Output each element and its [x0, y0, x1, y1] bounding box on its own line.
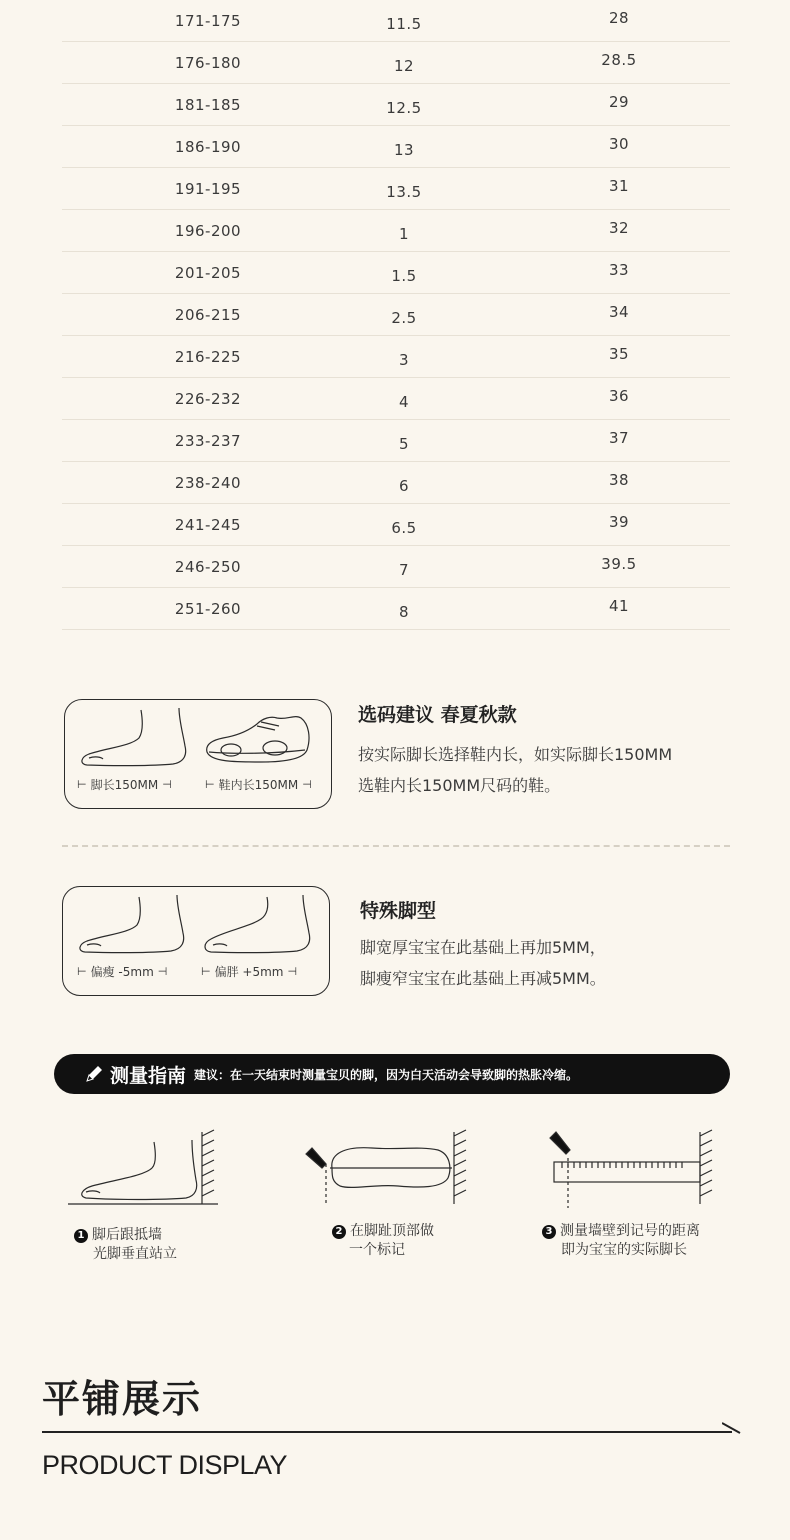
foot-length-cell: 241-245: [174, 515, 242, 534]
us-size-cell: 12.5: [386, 98, 422, 117]
foot-length-cell: 191-195: [174, 179, 242, 198]
us-size-cell: 5: [398, 434, 410, 453]
table-row: [62, 84, 730, 126]
measure-step-1-illustration: [64, 1128, 224, 1208]
size-table: [62, 0, 730, 630]
eu-size-cell: 30: [608, 134, 630, 153]
table-row: [62, 504, 730, 546]
foot-length-cell: 216-225: [174, 347, 242, 366]
foot-length-cell: 251-260: [174, 599, 242, 618]
foot-length-caption: ⊢ 脚长150MM ⊣: [77, 778, 172, 792]
foot-icon: [73, 708, 191, 772]
foot-type-line-1: 脚宽厚宝宝在此基础上再加5MM，: [360, 938, 606, 957]
size-advice-illustration: [64, 699, 332, 809]
eu-size-cell: 35: [608, 344, 630, 363]
wide-foot-caption: ⊢ 偏胖 +5mm ⊣: [201, 965, 298, 979]
product-display-subtitle: PRODUCT DISPLAY: [42, 1450, 288, 1480]
pencil-icon: [84, 1064, 104, 1084]
table-row: [62, 126, 730, 168]
eu-size-cell: 32: [608, 218, 630, 237]
shoe-icon: [201, 708, 319, 772]
us-size-cell: 6.5: [391, 518, 417, 537]
table-row: [62, 168, 730, 210]
eu-size-cell: 34: [608, 302, 630, 321]
table-row: [62, 420, 730, 462]
product-display-title: 平铺展示: [42, 1377, 203, 1421]
size-advice-title: 选码建议 春夏秋款: [358, 704, 517, 726]
size-advice-section: [62, 699, 730, 811]
table-row: [62, 42, 730, 84]
step-number-1: 1: [74, 1229, 88, 1243]
measure-step-3-caption: 3 测量墙壁到记号的距离 即为宝宝的实际脚长: [542, 1222, 700, 1260]
measure-guide-banner: [54, 1054, 730, 1094]
eu-size-cell: 39.5: [601, 554, 637, 573]
table-row: [62, 546, 730, 588]
eu-size-cell: 38: [608, 470, 630, 489]
us-size-cell: 8: [398, 602, 410, 621]
us-size-cell: 6: [398, 476, 410, 495]
us-size-cell: 13: [393, 140, 415, 159]
table-row: [62, 0, 730, 42]
shoe-length-caption: ⊢ 鞋内长150MM ⊣: [205, 778, 312, 792]
table-row: [62, 336, 730, 378]
table-row: [62, 210, 730, 252]
us-size-cell: 7: [398, 560, 410, 579]
product-display-divider: [42, 1431, 732, 1433]
table-row: [62, 252, 730, 294]
eu-size-cell: 31: [608, 176, 630, 195]
measure-step-2-illustration: [302, 1128, 472, 1208]
us-size-cell: 4: [398, 392, 410, 411]
measure-guide-title: 测量指南: [110, 1064, 187, 1087]
size-advice-line-1: 按实际脚长选择鞋内长，如实际脚长150MM: [358, 745, 673, 764]
us-size-cell: 12: [393, 56, 415, 75]
table-row: [62, 462, 730, 504]
us-size-cell: 13.5: [386, 182, 422, 201]
section-divider: [62, 845, 730, 847]
foot-type-title: 特殊脚型: [360, 900, 437, 922]
foot-length-cell: 206-215: [174, 305, 242, 324]
foot-length-cell: 201-205: [174, 263, 242, 282]
eu-size-cell: 28.5: [601, 50, 637, 69]
foot-type-illustration: [62, 886, 330, 996]
foot-length-cell: 186-190: [174, 137, 242, 156]
us-size-cell: 3: [398, 350, 410, 369]
eu-size-cell: 41: [608, 596, 630, 615]
eu-size-cell: 36: [608, 386, 630, 405]
step-number-2: 2: [332, 1225, 346, 1239]
eu-size-cell: 37: [608, 428, 630, 447]
foot-length-cell: 181-185: [174, 95, 242, 114]
foot-type-line-2: 脚瘦窄宝宝在此基础上再减5MM。: [360, 969, 606, 988]
measure-step-2-caption: 2 在脚趾顶部做 一个标记: [332, 1222, 434, 1260]
eu-size-cell: 28: [608, 8, 630, 27]
measure-step-1-caption: 1 脚后跟抵墙 光脚垂直站立: [74, 1226, 177, 1264]
foot-type-section: [62, 886, 730, 998]
foot-length-cell: 238-240: [174, 473, 242, 492]
eu-size-cell: 39: [608, 512, 630, 531]
us-size-cell: 11.5: [386, 14, 422, 33]
us-size-cell: 1: [398, 224, 410, 243]
eu-size-cell: 29: [608, 92, 630, 111]
thin-foot-icon: [71, 895, 189, 959]
table-row: [62, 294, 730, 336]
measure-step-3-illustration: [546, 1128, 722, 1208]
size-advice-line-2: 选鞋内长150MM尺码的鞋。: [358, 776, 561, 795]
foot-length-cell: 176-180: [174, 53, 242, 72]
eu-size-cell: 33: [608, 260, 630, 279]
arrow-icon: [722, 1421, 742, 1435]
wide-foot-icon: [197, 895, 315, 959]
table-row: [62, 588, 730, 630]
table-row: [62, 378, 730, 420]
foot-length-cell: 196-200: [174, 221, 242, 240]
foot-length-cell: 233-237: [174, 431, 242, 450]
foot-length-cell: 171-175: [174, 11, 242, 30]
measure-guide-note: 建议：在一天结束时测量宝贝的脚，因为白天活动会导致脚的热胀冷缩。: [194, 1067, 579, 1082]
us-size-cell: 2.5: [391, 308, 417, 327]
foot-length-cell: 246-250: [174, 557, 242, 576]
us-size-cell: 1.5: [391, 266, 417, 285]
thin-foot-caption: ⊢ 偏瘦 -5mm ⊣: [77, 965, 168, 979]
foot-length-cell: 226-232: [174, 389, 242, 408]
step-number-3: 3: [542, 1225, 556, 1239]
